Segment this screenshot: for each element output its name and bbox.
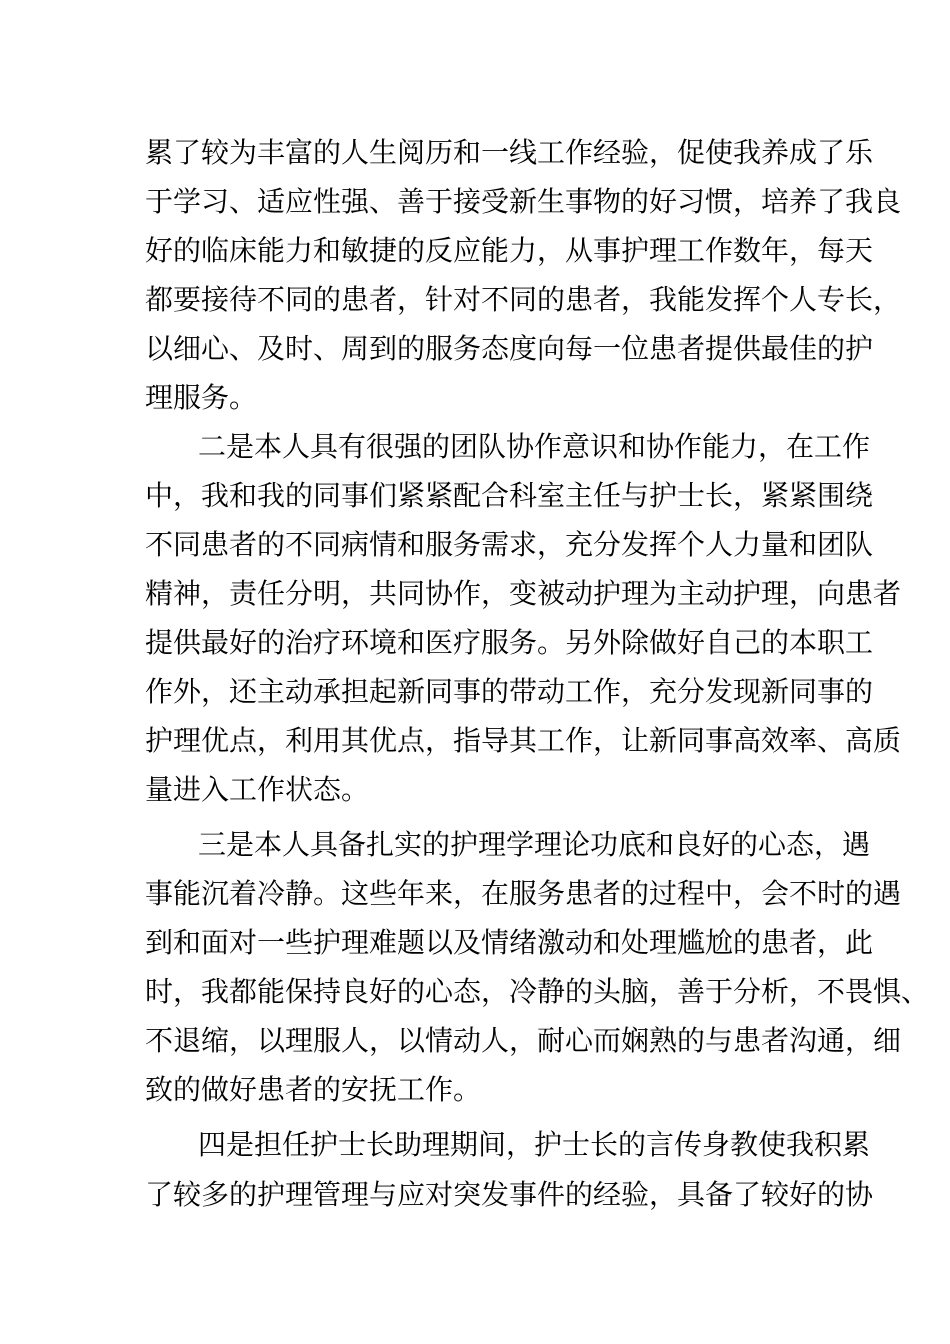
text-line-6: 理服务。 xyxy=(145,381,258,414)
text-line-11: 提供最好的治疗环境和医疗服务。另外除做好自己的本职工 xyxy=(145,626,874,659)
text-line-12: 作外，还主动承担起新同事的带动工作，充分发现新同事的 xyxy=(145,675,874,708)
text-line-8: 中，我和我的同事们紧紧配合科室主任与护士长，紧紧围绕 xyxy=(145,479,874,512)
text-line-3: 好的临床能力和敏捷的反应能力，从事护理工作数年，每天 xyxy=(145,234,874,267)
text-line-1: 累了较为丰富的人生阅历和一线工作经验，促使我养成了乐 xyxy=(145,136,874,169)
text-line-17: 到和面对一些护理难题以及情绪激动和处理尴尬的患者，此 xyxy=(145,926,874,959)
text-line-15: 三是本人具备扎实的护理学理论功底和良好的心态，遇 xyxy=(198,828,871,861)
text-line-5: 以细心、及时、周到的服务态度向每一位患者提供最佳的护 xyxy=(145,332,874,365)
text-line-16: 事能沉着冷静。这些年来，在服务患者的过程中，会不时的遇 xyxy=(145,877,902,910)
text-line-18: 时，我都能保持良好的心态，冷静的头脑，善于分析，不畏惧、 xyxy=(145,975,930,1008)
text-line-13: 护理优点，利用其优点，指导其工作，让新同事高效率、高质 xyxy=(145,724,902,757)
text-line-22: 了较多的护理管理与应对突发事件的经验，具备了较好的协 xyxy=(145,1178,874,1211)
text-line-19: 不退缩，以理服人，以情动人，耐心而娴熟的与患者沟通，细 xyxy=(145,1024,902,1057)
text-line-10: 精神，责任分明，共同协作，变被动护理为主动护理，向患者 xyxy=(145,577,902,610)
text-line-14: 量进入工作状态。 xyxy=(145,773,370,806)
text-line-4: 都要接待不同的患者，针对不同的患者，我能发挥个人专长， xyxy=(145,283,902,316)
text-line-2: 于学习、适应性强、善于接受新生事物的好习惯，培养了我良 xyxy=(145,185,902,218)
text-line-7: 二是本人具有很强的团队协作意识和协作能力，在工作 xyxy=(198,430,871,463)
text-line-20: 致的做好患者的安抚工作。 xyxy=(145,1073,482,1106)
text-line-21: 四是担任护士长助理期间，护士长的言传身教使我积累 xyxy=(198,1128,871,1161)
text-line-9: 不同患者的不同病情和服务需求，充分发挥个人力量和团队 xyxy=(145,528,874,561)
